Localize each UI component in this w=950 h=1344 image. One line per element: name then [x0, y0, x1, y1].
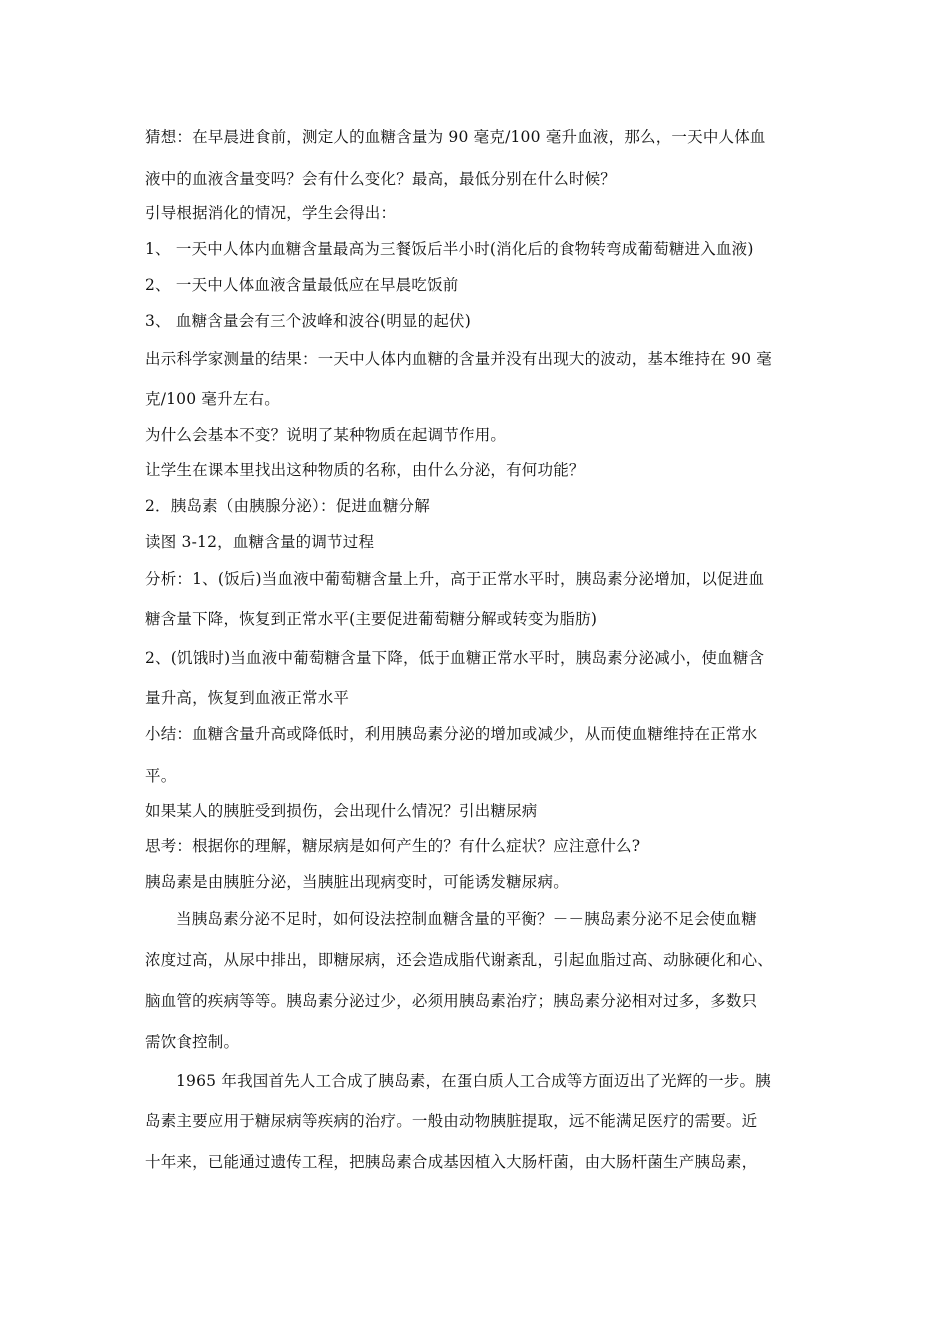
- text-line: 分析：1、(饭后)当血液中葡萄糖含量上升，高于正常水平时，胰岛素分泌增加，以促进血: [145, 570, 765, 588]
- text-line: 克/100 毫升左右。: [145, 390, 280, 408]
- text-line: 需饮食控制。: [145, 1033, 240, 1051]
- text-line: 量升高，恢复到血液正常水平: [145, 689, 350, 707]
- text-line: 为什么会基本不变？说明了某种物质在起调节作用。: [145, 426, 507, 444]
- text-line: 读图 3-12，血糖含量的调节过程: [145, 533, 375, 551]
- text-line: 1965 年我国首先人工合成了胰岛素，在蛋白质人工合成等方面迈出了光辉的一步。胰: [176, 1072, 771, 1090]
- text-line: 出示科学家测量的结果：一天中人体内血糖的含量并没有出现大的波动，基本维持在 90 毫: [145, 350, 772, 368]
- text-line: 小结：血糖含量升高或降低时，利用胰岛素分泌的增加或减少，从而使血糖维持在正常水: [145, 725, 758, 743]
- text-line: 液中的血液含量变吗？会有什么变化？最高，最低分别在什么时候？: [145, 170, 617, 188]
- text-line: 岛素主要应用于糖尿病等疾病的治疗。一般由动物胰脏提取，远不能满足医疗的需要。近: [145, 1112, 758, 1130]
- text-line: 3、 血糖含量会有三个波峰和波谷(明显的起伏): [145, 312, 471, 330]
- text-line: 糖含量下降，恢复到正常水平(主要促进葡萄糖分解或转变为脂肪): [145, 610, 598, 628]
- text-line: 2．胰岛素（由胰腺分泌）：促进血糖分解: [145, 497, 430, 515]
- text-line: 当胰岛素分泌不足时，如何设法控制血糖含量的平衡？－－胰岛素分泌不足会使血糖: [176, 910, 757, 928]
- text-line: 浓度过高，从尿中排出，即糖尿病，还会造成脂代谢紊乱，引起血脂过高、动脉硬化和心、: [145, 951, 774, 969]
- text-line: 平。: [145, 767, 177, 785]
- text-line: 胰岛素是由胰脏分泌，当胰脏出现病变时，可能诱发糖尿病。: [145, 873, 569, 891]
- text-line: 脑血管的疾病等等。胰岛素分泌过少，必须用胰岛素治疗；胰岛素分泌相对过多，多数只: [145, 992, 758, 1010]
- text-line: 2、 一天中人体血液含量最低应在早晨吃饭前: [145, 276, 459, 294]
- text-line: 如果某人的胰脏受到损伤，会出现什么情况？引出糖尿病: [145, 802, 538, 820]
- text-line: 1、 一天中人体内血糖含量最高为三餐饭后半小时(消化后的食物转弯成葡萄糖进入血液): [145, 240, 754, 258]
- text-line: 引导根据消化的情况，学生会得出：: [145, 204, 397, 222]
- text-line: 十年来，已能通过遗传工程，把胰岛素合成基因植入大肠杆菌，由大肠杆菌生产胰岛素，: [145, 1153, 758, 1171]
- text-line: 2、(饥饿时)当血液中葡萄糖含量下降，低于血糖正常水平时，胰岛素分泌减小，使血糖含: [145, 649, 765, 667]
- text-line: 猜想：在早晨进食前，测定人的血糖含量为 90 毫克/100 毫升血液，那么，一天中人体血: [145, 128, 766, 146]
- text-line: 思考：根据你的理解，糖尿病是如何产生的？有什么症状？应注意什么?: [145, 837, 641, 855]
- text-line: 让学生在课本里找出这种物质的名称，由什么分泌，有何功能？: [145, 461, 585, 479]
